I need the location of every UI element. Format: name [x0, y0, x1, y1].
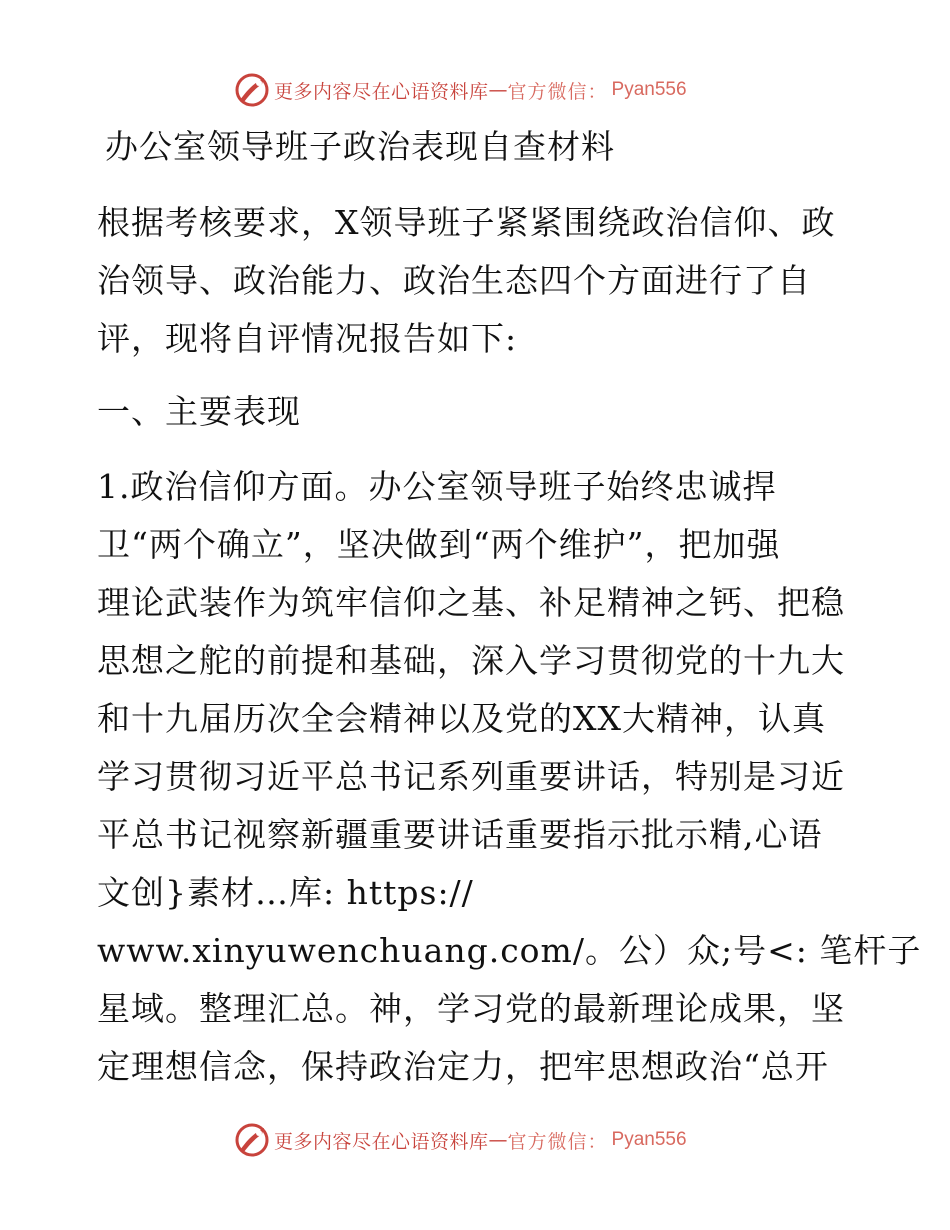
- paragraph-line-8: 思想之舵的前提和基础，深入学习贯彻党的十九大: [97, 641, 845, 680]
- paragraph-line-14: 星域。整理汇总。神，学习党的最新理论成果，坚: [97, 989, 845, 1028]
- paragraph-line-5: 1.政治信仰方面。办公室领导班子始终忠诚捍: [97, 467, 777, 506]
- paragraph-line-11: 平总书记视察新疆重要讲话重要指示批示精,心语: [97, 815, 823, 854]
- paragraph-line-1: 根据考核要求，X领导班子紧紧围绕政治信仰、政: [97, 203, 836, 242]
- paragraph-line-13: www.xinyuwenchuang.com/。公）众;号<: 笔杆子: [97, 931, 922, 970]
- paragraph-line-12: 文创}素材…库: https://: [97, 873, 474, 912]
- watermark-wechat-label: 官方微信：: [507, 1130, 608, 1153]
- watermark-site-text: 更多内容尽在心语资料库: [274, 1130, 489, 1153]
- pen-logo-icon: [232, 1120, 272, 1160]
- watermark-banner-bottom: [232, 1120, 687, 1160]
- paragraph-line-10: 学习贯彻习近平总书记系列重要讲话，特别是习近: [97, 757, 845, 796]
- paragraph-line-15: 定理想信念，保持政治定力，把牢思想政治“总开: [97, 1047, 829, 1086]
- watermark-wechat-id: Pyan556: [611, 79, 687, 100]
- document-title: 办公室领导班子政治表现自查材料: [105, 127, 615, 166]
- paragraph-line-3: 评，现将自评情况报告如下:: [97, 319, 518, 358]
- watermark-wechat-id: Pyan556: [611, 1129, 687, 1150]
- paragraph-line-6: 卫“两个确立”，坚决做到“两个维护”，把加强: [97, 525, 781, 564]
- watermark-site-text: 更多内容尽在心语资料库: [274, 80, 489, 103]
- watermark-banner-top: [232, 70, 687, 110]
- paragraph-line-2: 治领导、政治能力、政治生态四个方面进行了自: [97, 261, 811, 300]
- watermark-wechat-label: 官方微信：: [507, 80, 608, 103]
- section-heading: 一、主要表现: [97, 392, 301, 431]
- paragraph-line-9: 和十九届历次全会精神以及党的XX大精神，认真: [97, 699, 826, 738]
- pen-logo-icon: [232, 70, 272, 110]
- watermark-separator: —: [488, 79, 508, 101]
- paragraph-line-7: 理论武装作为筑牢信仰之基、补足精神之钙、把稳: [97, 583, 845, 622]
- watermark-separator: —: [488, 1129, 508, 1151]
